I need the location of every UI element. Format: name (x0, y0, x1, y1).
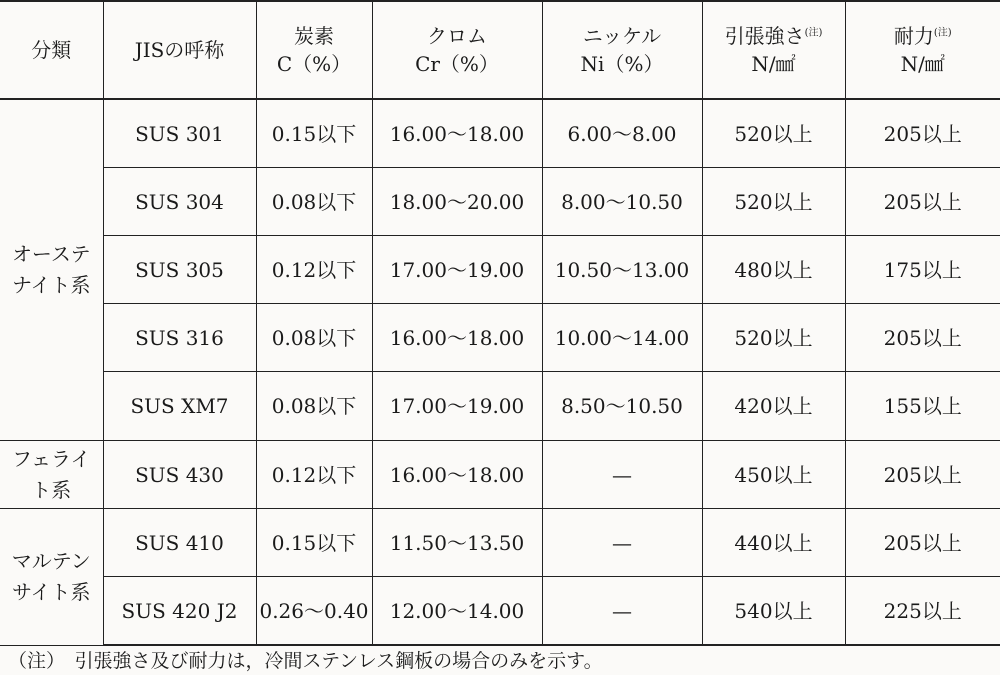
cell-jis: SUS XM7 (103, 372, 256, 441)
cell-carbon: 0.12以下 (256, 236, 372, 304)
cell-nickel: 6.00～8.00 (542, 99, 702, 168)
header-carbon: 炭素 C（%） (256, 1, 372, 99)
cell-yield: 205以上 (845, 441, 1000, 509)
cell-jis: SUS 410 (103, 509, 256, 577)
table-row (0, 168, 1000, 236)
cell-jis: SUS 304 (103, 168, 256, 236)
cell-jis: SUS 305 (103, 236, 256, 304)
cell-yield: 205以上 (845, 509, 1000, 577)
cell-carbon: 0.08以下 (256, 168, 372, 236)
cell-tensile: 520以上 (702, 304, 845, 372)
cell-chromium: 11.50～13.50 (372, 509, 542, 577)
cell-tensile: 540以上 (702, 577, 845, 646)
header-nickel: ニッケル Ni（%） (542, 1, 702, 99)
table-row (0, 304, 1000, 372)
cell-chromium: 16.00～18.00 (372, 441, 542, 509)
group-austenitic: オーステ ナイト系 (0, 99, 103, 441)
group-martensitic: マルテン サイト系 (0, 509, 103, 646)
table-row (0, 441, 1000, 509)
cell-yield: 205以上 (845, 168, 1000, 236)
cell-carbon: 0.08以下 (256, 304, 372, 372)
header-chromium: クロム Cr（%） (372, 1, 542, 99)
cell-nickel (542, 509, 702, 577)
header-row (0, 1, 1000, 99)
cell-nickel: 8.50～10.50 (542, 372, 702, 441)
group-ferritic: フェライ ト系 (0, 441, 103, 509)
footnote: （注） 引張強さ及び耐力は，冷間ステンレス鋼板の場合のみを示す。 (8, 650, 603, 672)
table-row (0, 236, 1000, 304)
cell-tensile: 440以上 (702, 509, 845, 577)
cell-nickel: 10.00～14.00 (542, 304, 702, 372)
cell-nickel (542, 577, 702, 646)
cell-nickel: 10.50～13.00 (542, 236, 702, 304)
table-row (0, 99, 1000, 168)
cell-carbon: 0.26～0.40 (256, 577, 372, 646)
table-row (0, 577, 1000, 646)
cell-tensile: 520以上 (702, 168, 845, 236)
header-tensile-strength: 引張強さ$^{(注)}$ N/㎟ (702, 1, 845, 99)
cell-yield: 175以上 (845, 236, 1000, 304)
dash-mark: — (612, 598, 632, 623)
cell-chromium: 18.00～20.00 (372, 168, 542, 236)
cell-carbon: 0.15以下 (256, 509, 372, 577)
dash-mark: — (612, 462, 632, 487)
header-jis-name: JISの呼称 (103, 1, 256, 99)
cell-jis: SUS 301 (103, 99, 256, 168)
cell-jis: SUS 430 (103, 441, 256, 509)
table-row (0, 372, 1000, 441)
cell-tensile: 450以上 (702, 441, 845, 509)
cell-carbon: 0.08以下 (256, 372, 372, 441)
cell-nickel (542, 441, 702, 509)
cell-chromium: 16.00～18.00 (372, 304, 542, 372)
cell-nickel: 8.00～10.50 (542, 168, 702, 236)
dash-mark: — (612, 530, 632, 555)
cell-chromium: 16.00～18.00 (372, 99, 542, 168)
cell-jis: SUS 316 (103, 304, 256, 372)
cell-chromium: 17.00～19.00 (372, 372, 542, 441)
cell-chromium: 12.00～14.00 (372, 577, 542, 646)
cell-yield: 225以上 (845, 577, 1000, 646)
header-classification: 分類 (0, 1, 103, 99)
cell-yield: 205以上 (845, 304, 1000, 372)
cell-carbon: 0.12以下 (256, 441, 372, 509)
cell-chromium: 17.00～19.00 (372, 236, 542, 304)
cell-jis: SUS 420 J2 (103, 577, 256, 646)
cell-carbon: 0.15以下 (256, 99, 372, 168)
cell-yield: 205以上 (845, 99, 1000, 168)
cell-tensile: 420以上 (702, 372, 845, 441)
header-yield-strength: 耐力$^{(注)}$ N/㎟ (845, 1, 1000, 99)
cell-tensile: 480以上 (702, 236, 845, 304)
cell-tensile: 520以上 (702, 99, 845, 168)
cell-yield: 155以上 (845, 372, 1000, 441)
table-row (0, 509, 1000, 577)
